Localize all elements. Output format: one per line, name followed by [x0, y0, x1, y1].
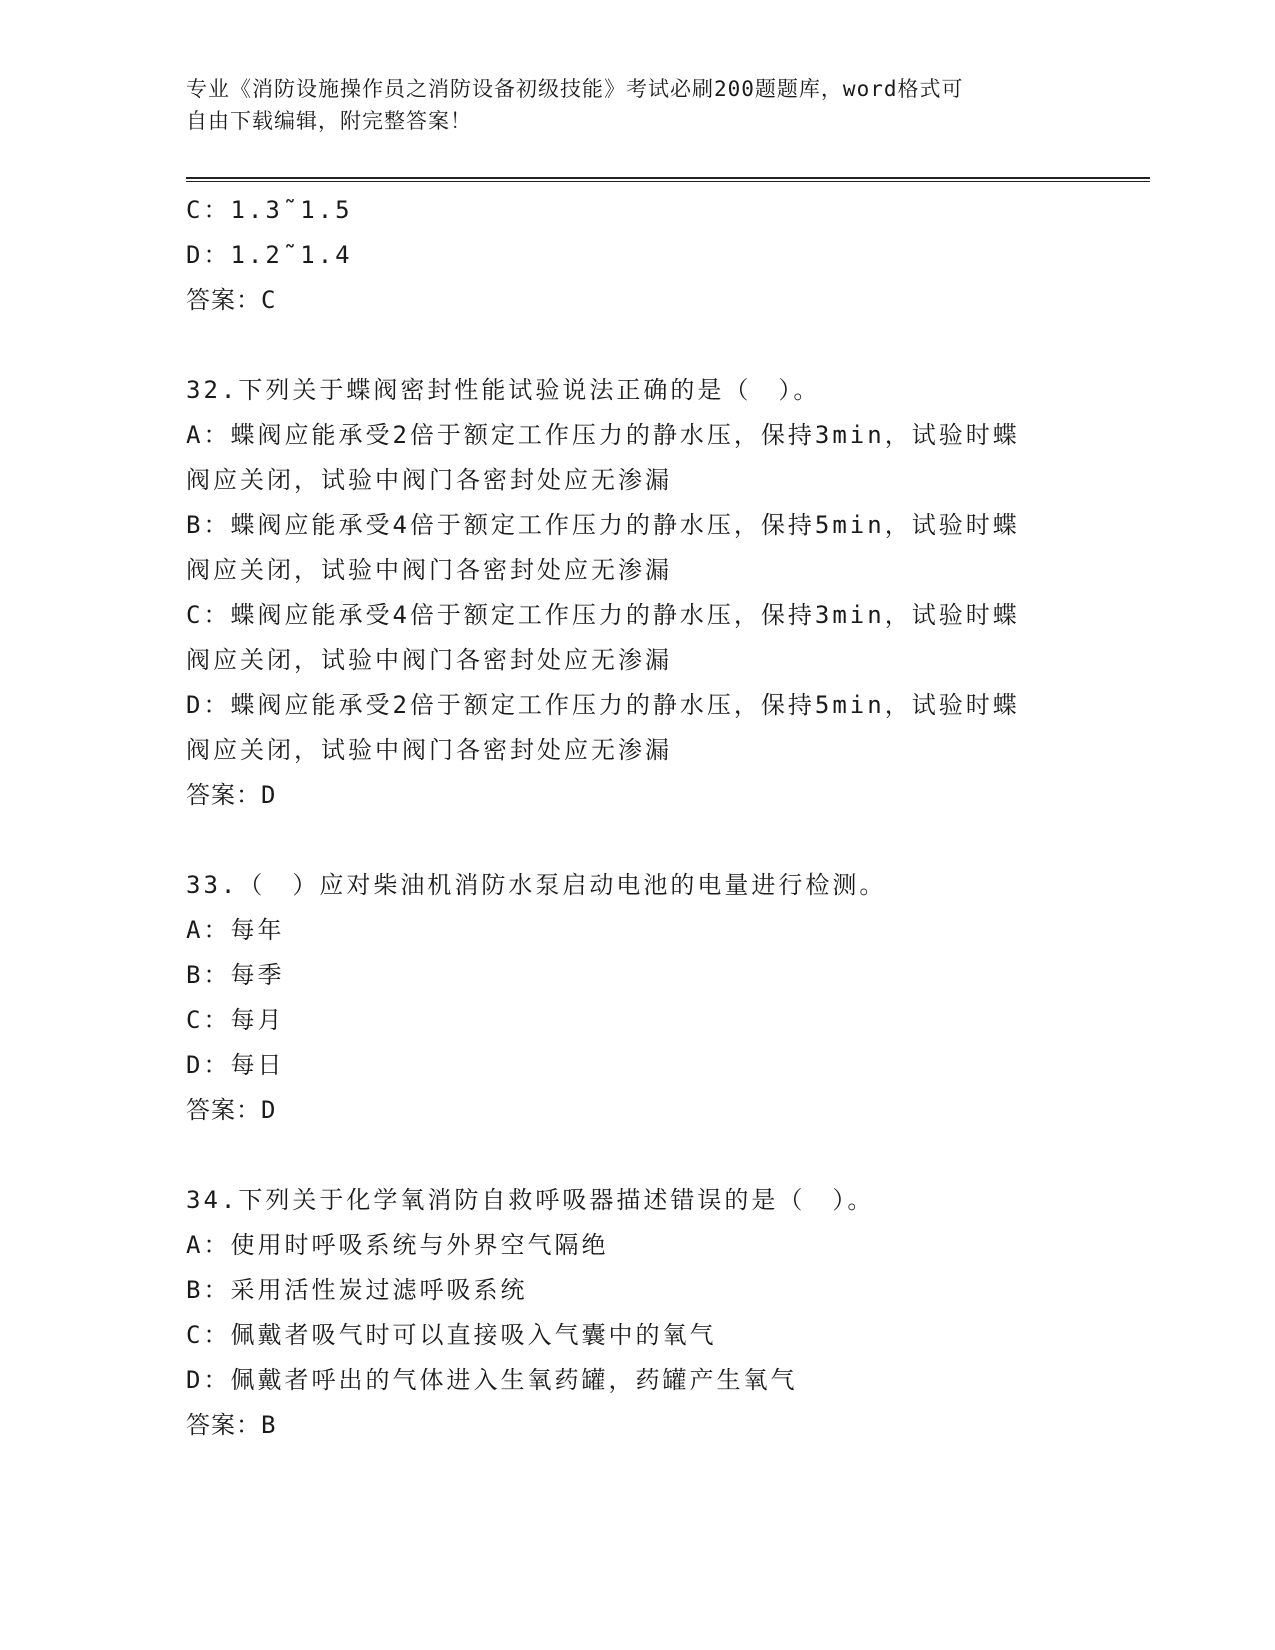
- answer-line: 答案：D: [186, 781, 277, 809]
- option-a: A：每年: [186, 916, 285, 944]
- question-stem: 34.下列关于化学氧消防自救呼吸器描述错误的是（ ）。: [186, 1186, 875, 1214]
- option-c-continued: 阀应关闭，试验中阀门各密封处应无渗漏: [186, 646, 672, 674]
- option-d: D：每日: [186, 1051, 285, 1079]
- option-a: A：蝶阀应能承受2倍于额定工作压力的静水压，保持3min，试验时蝶: [186, 421, 1020, 449]
- option-d: D：蝶阀应能承受2倍于额定工作压力的静水压，保持5min，试验时蝶: [186, 691, 1020, 719]
- spacer: [186, 1133, 1086, 1178]
- option-a: A：使用时呼吸系统与外界空气隔绝: [186, 1231, 609, 1259]
- option-c: C：佩戴者吸气时可以直接吸入气囊中的氧气: [186, 1321, 717, 1349]
- option-c: C：1.3˜1.5: [186, 196, 353, 224]
- question-list: [186, 188, 1086, 1448]
- question-stem: 32.下列关于蝶阀密封性能试验说法正确的是（ ）。: [186, 376, 821, 404]
- option-b: B：每季: [186, 961, 285, 989]
- spacer: [186, 323, 1086, 368]
- option-d-continued: 阀应关闭，试验中阀门各密封处应无渗漏: [186, 736, 672, 764]
- question-block-32: [186, 368, 1086, 818]
- page-header: [186, 73, 1066, 137]
- header-divider: [186, 177, 1150, 182]
- option-c: C：蝶阀应能承受4倍于额定工作压力的静水压，保持3min，试验时蝶: [186, 601, 1020, 629]
- question-block-33: [186, 863, 1086, 1133]
- option-c: C：每月: [186, 1006, 285, 1034]
- header-title-line-2: 自由下载编辑，附完整答案！: [186, 109, 472, 133]
- spacer: [186, 818, 1086, 863]
- question-block-34: [186, 1178, 1086, 1448]
- option-b: B：蝶阀应能承受4倍于额定工作压力的静水压，保持5min，试验时蝶: [186, 511, 1020, 539]
- answer-line: 答案：B: [186, 1411, 277, 1439]
- answer-line: 答案：D: [186, 1096, 277, 1124]
- answer-line: 答案：C: [186, 286, 277, 314]
- question-stem: 33.（ ）应对柴油机消防水泵启动电池的电量进行检测。: [186, 871, 887, 899]
- option-d: D：佩戴者呼出的气体进入生氧药罐，药罐产生氧气: [186, 1366, 798, 1394]
- option-a-continued: 阀应关闭，试验中阀门各密封处应无渗漏: [186, 466, 672, 494]
- option-b: B：采用活性炭过滤呼吸系统: [186, 1276, 528, 1304]
- header-title-line-1: 专业《消防设施操作员之消防设备初级技能》考试必刷200题题库，word格式可: [186, 77, 964, 101]
- option-d: D：1.2˜1.4: [186, 241, 353, 269]
- option-b-continued: 阀应关闭，试验中阀门各密封处应无渗漏: [186, 556, 672, 584]
- question-block-31: [186, 188, 1086, 323]
